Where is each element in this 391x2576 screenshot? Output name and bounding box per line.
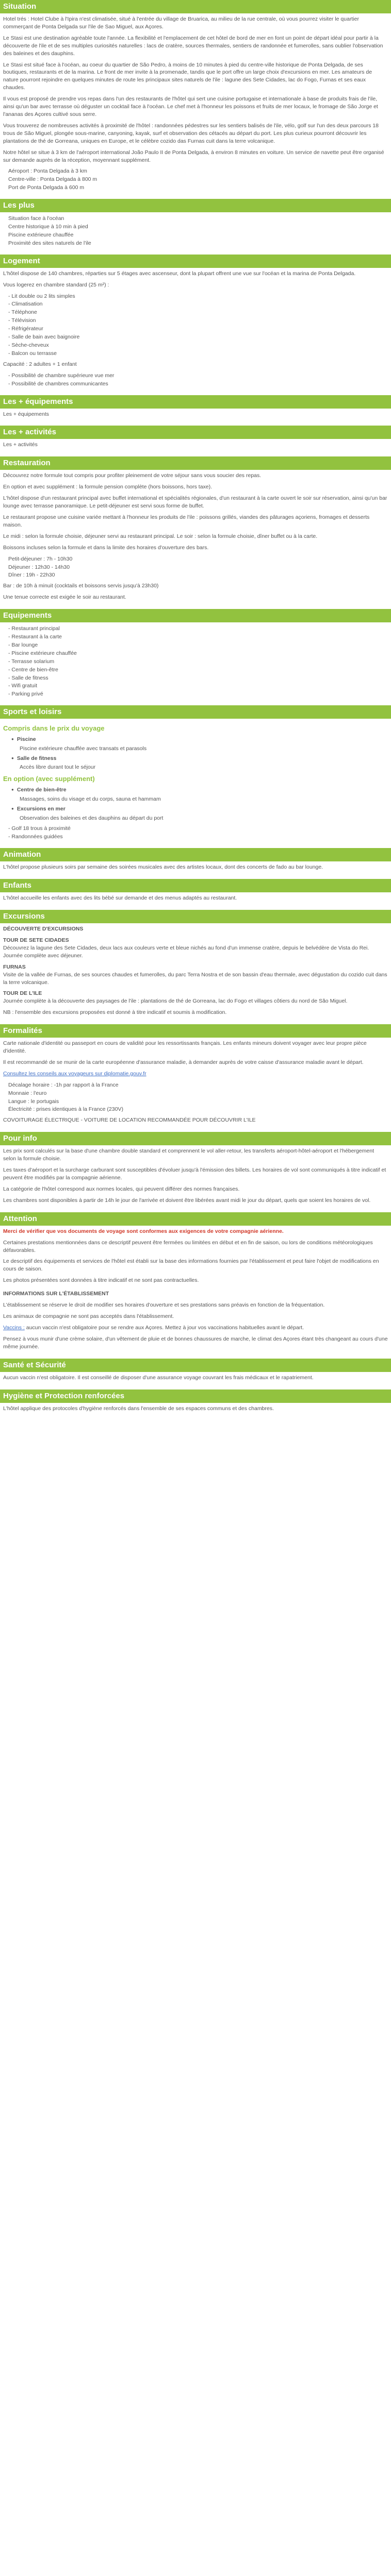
equipement-item: - Piscine extérieure chauffée [8, 650, 77, 656]
equipements-list [3, 625, 388, 698]
enfants-body [0, 892, 391, 910]
situation-paragraph: Il vous est proposé de prendre vos repas dans l'un des restaurants de l'hôtel qui sert une cuisine portugaise et internationale à base de produits frais de l'ile, ainsi qu'un bar avec terrasse où déguster un cocktail face à l'océan. Le chef met à l'honneur les poissons et fruits de mer locaux, le fromage de São Jorge et l'ananas des Açores cultivé sous serre. [3, 96, 378, 117]
room-options-list [3, 372, 388, 388]
enfants-paragraph: L'hôtel accueille les enfants avec des lits bébé sur demande et des menus adaptés au restaurant. [3, 895, 237, 902]
formalites-list [3, 1081, 388, 1114]
meal-hours-item: Déjeuner : 12h30 - 14h30 [8, 564, 70, 570]
situation-distances [3, 167, 388, 192]
room-equipment-item: - Réfrigérateur [8, 326, 43, 332]
formalites-paragraph: Il est recommandé de se munir de la carte européenne d'assurance maladie, à demander auprès de votre caisse d'assurance maladie avant le départ. [3, 1059, 364, 1065]
room-equipment-item: - Salle de bain avec baignoire [8, 334, 80, 341]
plus-item: Piscine extérieure chauffée [8, 231, 74, 238]
section-header-logement: Logement [0, 255, 391, 268]
restauration-paragraph: Découvrez notre formule tout compris pour profiter pleinement de votre séjour sans vous soucier des repas. [3, 472, 262, 479]
room-equipment-item: - Téléphone [8, 309, 37, 316]
animation-paragraph: L'hôtel propose plusieurs soirs par semaine des soirées musicales avec des artistes locaux, dont des concerts de fado au bar lounge. [3, 864, 323, 871]
section-header-sports: Sports et loisirs [0, 705, 391, 719]
sport-name: ● Centre de bien-être [11, 786, 388, 794]
plus-item: Centre historique à 10 min à pied [8, 224, 88, 230]
sport-name: ● Excursions en mer [11, 805, 388, 813]
room-equipment-item: - Lit double ou 2 lits simples [8, 293, 75, 299]
establishment-info-closing: Pensez à vous munir d'une crème solaire, d'un vêtement de pluie et de bonnes chaussures de marche, le climat des Açores étant très changeant au cours d'une même journée. [3, 1335, 388, 1350]
sport-name: ● Salle de fitness [11, 755, 388, 762]
excursion-text: Visite de la vallée de Furnas, de ses sources chaudes et fumerolles, du parc Terra Nostra et de son bassin d'eau thermale, avec dégustation du cozido cuit dans la terre volcanique. [3, 971, 387, 986]
restauration-paragraph: En option et avec supplément : la formule pension complète (hors boissons, hors taxe). [3, 484, 213, 490]
pour-info-paragraph: Les chambres sont disponibles à partir de 14h le jour de l'arrivée et doivent être libérées avant midi le jour du départ, quels que soient les horaires de vol. [3, 1197, 371, 1204]
excursion-block [3, 963, 388, 987]
section-header-restauration: Restauration [0, 456, 391, 470]
section-header-plus: Les plus [0, 199, 391, 212]
attention-paragraph: Le descriptif des équipements et services de l'hôtel est établi sur la base des informations fournies par l'établissement et peut faire l'objet de modifications en cours de saison. [3, 1258, 379, 1273]
sport-item [11, 805, 388, 822]
formalites-item: Monnaie : l'euro [8, 1090, 47, 1096]
sport-description: Accès libre durant tout le séjour [20, 764, 96, 771]
sport-extra-item: - Randonnées guidées [8, 834, 63, 840]
section-header-pour-info: Pour info [0, 1132, 391, 1145]
plus-item: Situation face à l'océan [8, 215, 64, 222]
distance-item: Aéroport : Ponta Delgada à 3 km [8, 168, 87, 175]
excursion-block [3, 990, 388, 1005]
excursion-label: TOUR DE SETE CIDADES [3, 937, 69, 943]
excursions-note: NB : l'ensemble des excursions proposées est donné à titre indicatif et soumis à modification. [3, 1009, 227, 1016]
meal-hours-item: Dîner : 19h - 22h30 [8, 572, 55, 579]
travel-advice-link[interactable]: Consultez les conseils aux voyageurs sur diplomatie.gouv.fr [3, 1070, 146, 1077]
equipement-item: - Wifi gratuit [8, 683, 38, 689]
activites-line: Les + activités [3, 442, 38, 448]
sport-item [11, 755, 388, 772]
distance-item: Port de Ponta Delgada à 600 m [8, 184, 85, 191]
bar-hours: Bar : de 10h à minuit (cocktails et boissons servis jusqu'à 23h30) [3, 583, 159, 589]
hygiene-body [0, 1403, 391, 1420]
room-equipment-item: - Balcon ou terrasse [8, 350, 57, 357]
situation-paragraph: Vous trouverez de nombreuses activités à proximité de l'hôtel : randonnées pédestres sur les sentiers balisés de l'ile, vélo, golf sur l'un des deux parcours 18 trous de São Miguel, plongée sous-marine, canyoning, kayak, surf et observation des cétacés au départ du port. Les plus curieux pourront découvrir les plantations de thé de Gorreana, uniques en Europe, et le célèbre cozido das Furnas cuit dans la terre volcanique. [3, 122, 379, 144]
excursion-label: FURNAS [3, 963, 26, 970]
room-equipment-item: - Sèche-cheveux [8, 342, 49, 348]
section-header-animation: Animation [0, 848, 391, 861]
attention-paragraph: Certaines prestations mentionnées dans ce descriptif peuvent être fermées ou limitées en début et en fin de saison, ou lors de conditions météorologiques défavorables. [3, 1239, 373, 1253]
equipement-item: - Parking privé [8, 691, 43, 698]
animation-body [0, 861, 391, 879]
section-header-enfants: Enfants [0, 879, 391, 892]
section-header-activites: Les + activités [0, 426, 391, 439]
formalites-item: Décalage horaire : -1h par rapport à la France [8, 1081, 119, 1088]
restauration-paragraph: Le restaurant propose une cuisine variée mettant à l'honneur les produits de l'ile : poissons grillés, viandes des pâturages açoriens, fromages et desserts maison. [3, 514, 370, 528]
formalites-closing: COVOITURAGE ÉLECTRIQUE - VOITURE DE LOCATION RECOMMANDÉE POUR DÉCOUVRIR L'ILE [3, 1117, 256, 1124]
section-header-equipements-plus: Les + équipements [0, 395, 391, 409]
pour-info-paragraph: Les taxes d'aéroport et la surcharge carburant sont susceptibles d'évoluer jusqu'à l'émission des billets. Les horaires de vol sont communiqués à titre indicatif et peuvent être modifiés par la compagnie aérienne. [3, 1167, 386, 1181]
restauration-paragraph: Le midi : selon la formule choisie, déjeuner servi au restaurant principal. Le soir : selon la formule choisie, dîner buffet ou à la carte. [3, 533, 318, 539]
sports-extra-list [3, 825, 388, 841]
situation-paragraph: Le Stasi est situé face à l'océan, au coeur du quartier de São Pedro, à moins de 10 minutes à pied du centre-ville historique de Ponta Delgada, de ses boutiques, restaurants et de la marina. Le front de mer invite à la promenade, tandis que le port offre un large choix d'excursions en mer. Les amateurs de nature pourront rejoindre en quelques minutes de route les principaux sites naturels de l'ile : lagune des Sete Cidades, lac do Fogo, Furnas et ses eaux chaudes. [3, 61, 372, 91]
equipement-item: - Restaurant principal [8, 625, 60, 632]
equipements-body [0, 622, 391, 705]
vaccins-label[interactable]: Vaccins : [3, 1324, 25, 1331]
equipement-item: - Centre de bien-être [8, 666, 58, 673]
excursion-text: Journée complète à la découverte des paysages de l'ile : plantations de thé de Gorreana, lac do Fogo et villages côtiers du nord de São Miguel. [3, 998, 348, 1005]
restauration-note: Une tenue correcte est exigée le soir au restaurant. [3, 594, 126, 601]
sport-description: Massages, soins du visage et du corps, sauna et hammam [20, 795, 161, 802]
sport-extra-item: - Golf 18 trous à proximité [8, 825, 71, 832]
sport-item [11, 736, 388, 753]
meal-hours-list [3, 555, 388, 580]
formalites-item: Langue : le portugais [8, 1098, 59, 1105]
sports-included-list [3, 736, 388, 772]
sports-option-list [3, 786, 388, 822]
pour-info-paragraph: La catégorie de l'hôtel correspond aux normes locales, qui peuvent différer des normes françaises. [3, 1185, 240, 1192]
section-header-equipements: Equipements [0, 609, 391, 622]
equipement-item: - Terrasse solarium [8, 658, 55, 665]
room-equipment-list [3, 293, 388, 358]
formalites-item: Électricité : prises identiques à la France (230V) [8, 1106, 123, 1113]
sport-name: ● Piscine [11, 736, 388, 743]
excursion-text: Découvrez la lagune des Sete Cidades, deux lacs aux couleurs verte et bleue nichés au fond d'un immense cratère, depuis le belvédère de Vista do Rei. Journée complète avec déjeuner. [3, 944, 369, 959]
formalites-body [0, 1038, 391, 1132]
excursion-block [3, 937, 388, 960]
room-option-item: - Possibilité de chambres communicantes [8, 380, 108, 387]
meal-hours-item: Petit-déjeuner : 7h - 10h30 [8, 555, 73, 562]
sports-included-title: Compris dans le prix du voyage [3, 724, 105, 733]
pour-info-paragraph: Les prix sont calculés sur la base d'une chambre double standard et comprennent le vol aller-retour, les transferts aéroport-hôtel-aéroport et l'hébergement selon la formule choisie. [3, 1148, 374, 1162]
plus-item: Proximité des sites naturels de l'ile [8, 240, 91, 246]
establishment-info-paragraph: L'établissement se réserve le droit de modifier ses horaires d'ouverture et ses prestations sans préavis en fonction de la fréquentation. [3, 1302, 325, 1309]
section-header-situation: Situation [0, 0, 391, 13]
logement-paragraph: Vous logerez en chambre standard (25 m²) : [3, 281, 109, 288]
section-header-attention: Attention [0, 1212, 391, 1226]
sports-option-title: En option (avec supplément) [3, 775, 95, 783]
section-header-excursions: Excursions [0, 910, 391, 923]
situation-body [0, 13, 391, 199]
attention-paragraph: Les photos présentées sont données à titre indicatif et ne sont pas contractuelles. [3, 1277, 199, 1284]
sport-item [11, 786, 388, 803]
activites-body [0, 439, 391, 456]
room-option-item: - Possibilité de chambre supérieure vue mer [8, 372, 115, 379]
distance-item: Centre-ville : Ponta Delgada à 800 m [8, 176, 97, 183]
room-equipment-item: - Télévision [8, 317, 36, 324]
sante-body [0, 1372, 391, 1389]
section-header-sante: Santé et Sécurité [0, 1359, 391, 1372]
vaccins-text: aucun vaccin n'est obligatoire pour se rendre aux Açores. Mettez à jour vos vaccinations habituelles avant le départ. [26, 1324, 304, 1331]
sport-description: Observation des baleines et des dauphins au départ du port [20, 815, 164, 821]
logement-body [0, 268, 391, 395]
situation-paragraph: Le Stasi est une destination agréable toute l'année. La flexibilité et l'emplacement de cet hôtel de bord de mer en font un point de départ idéal pour partir à la découverte de l'ile et de ses multiples curiosités naturelles : lacs de cratère, sources thermales, sentiers de randonnée et fumerolles, sans oublier l'observation des baleines et des dauphins. [3, 35, 383, 57]
restauration-paragraph: Boissons incluses selon la formule et dans la limite des horaires d'ouverture des bars. [3, 544, 209, 551]
attention-body [0, 1226, 391, 1359]
plus-list [3, 215, 388, 247]
sport-description: Piscine extérieure chauffée avec transats et parasols [20, 745, 147, 752]
plus-body [0, 212, 391, 255]
restauration-body [0, 470, 391, 609]
sante-paragraph: Aucun vaccin n'est obligatoire. Il est conseillé de disposer d'une assurance voyage couvrant les frais médicaux et le rapatriement. [3, 1374, 314, 1381]
room-capacity: Capacité : 2 adultes + 1 enfant [3, 361, 77, 367]
room-equipment-item: - Climatisation [8, 301, 43, 308]
restauration-paragraph: L'hôtel dispose d'un restaurant principal avec buffet international et spécialités régionales, d'un restaurant à la carte ouvert le soir sur réservation, ainsi qu'un bar lounge avec terrasse panoramique. Le petit-déjeuner est servi sous forme de buffet. [3, 495, 387, 510]
excursions-body [0, 923, 391, 1024]
sports-body [0, 719, 391, 848]
hygiene-paragraph: L'hôtel applique des protocoles d'hygiène renforcés dans l'ensemble de ses espaces communs et des chambres. [3, 1405, 274, 1412]
situation-paragraph: Hotel trés : Hotel Clube à l'Ipira n'est climatisée, situé à l'entrée du village de Bruarica, au milieu de la rue centrale, où vous pourrez visiter le quartier commerçant de Ponta Delgada sur l'ile de Sao Miguel, aux Açores. [3, 16, 360, 30]
logement-paragraph: L'hôtel dispose de 140 chambres, réparties sur 5 étages avec ascenseur, dont la plupart offrent une vue sur l'océan et la marina de Ponta Delgada. [3, 270, 356, 277]
establishment-info-paragraph: Les animaux de compagnie ne sont pas acceptés dans l'établissement. [3, 1313, 174, 1319]
equipement-item: - Restaurant à la carte [8, 634, 62, 640]
excursions-intro: DÉCOUVERTE D'EXCURSIONS [3, 926, 84, 933]
excursion-label: TOUR DE L'ILE [3, 990, 42, 997]
establishment-info-title: INFORMATIONS SUR L'ÉTABLISSEMENT [3, 1291, 109, 1297]
equipement-item: - Bar lounge [8, 641, 38, 648]
attention-warning: Merci de vérifier que vos documents de voyage sont conformes aux exigences de votre compagnie aérienne. [3, 1228, 284, 1234]
formalites-paragraph: Carte nationale d'identité ou passeport en cours de validité pour les ressortissants français. Les enfants mineurs doivent voyager avec leur propre pièce d'identité. [3, 1040, 367, 1055]
equipement-item: - Salle de fitness [8, 674, 48, 681]
vaccins-line [3, 1324, 388, 1332]
equipements-plus-body [0, 409, 391, 426]
section-header-formalites: Formalités [0, 1024, 391, 1038]
pour-info-body [0, 1145, 391, 1212]
equipements-plus-line: Les + équipements [3, 411, 50, 417]
situation-paragraph: Notre hôtel se situe à 3 km de l'aéroport international João Paulo II de Ponta Delgada, à environ 8 minutes en voiture. Un service de navette peut être organisé sur demande auprès de la réception, moyennant supplément. [3, 149, 384, 163]
section-header-hygiene: Hygiène et Protection renforcées [0, 1389, 391, 1403]
